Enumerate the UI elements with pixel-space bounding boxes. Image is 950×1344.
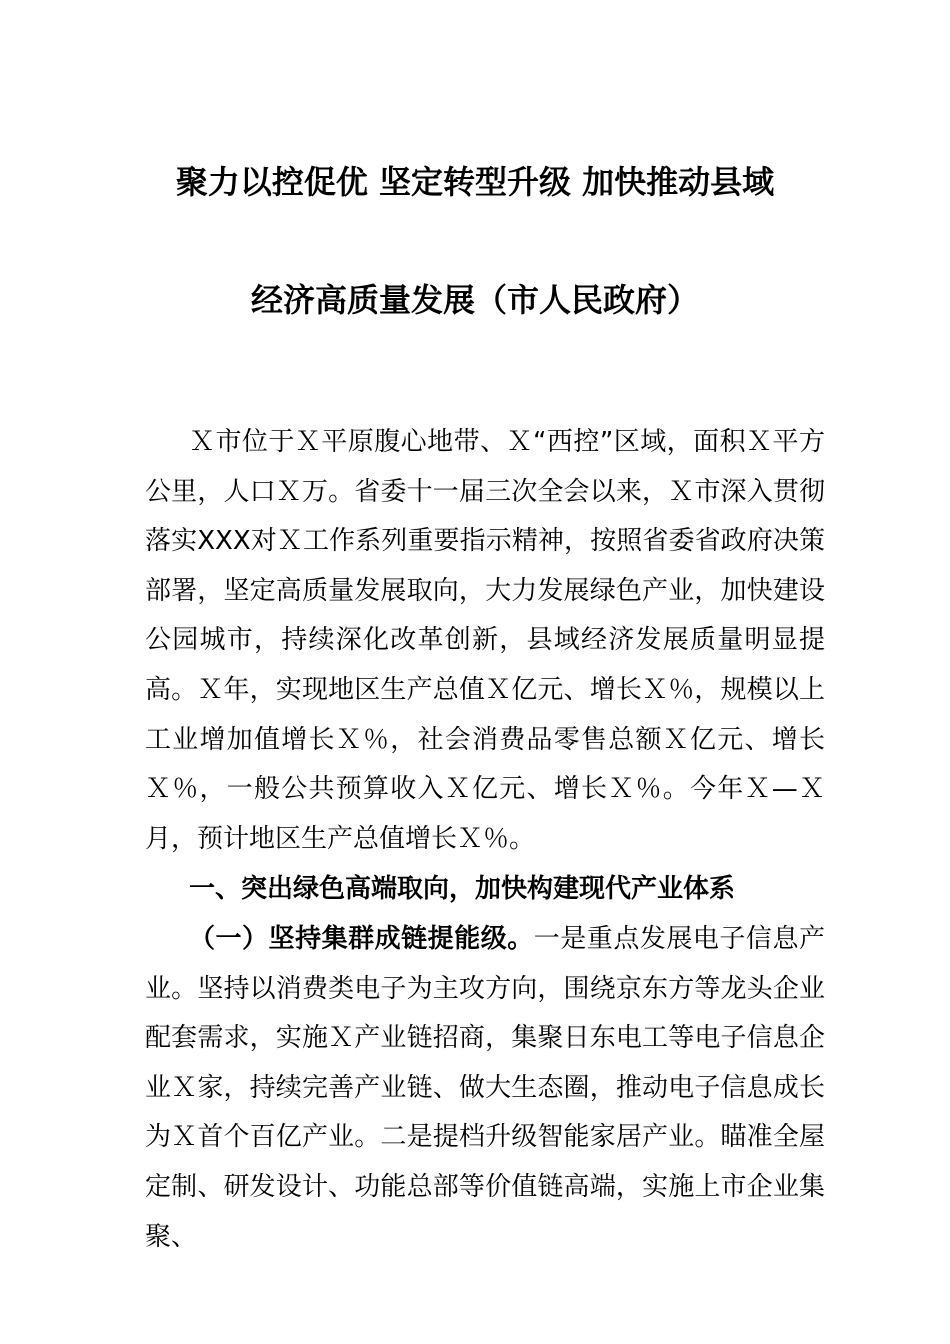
- paragraph-intro: Ｘ市位于Ｘ平原腹心地带、Ｘ“西控”区域，面积Ｘ平方公里，人口Ｘ万。省委十一届三次全会以来，Ｘ市深入贯彻落实XXX对Ｘ工作系列重要指示精神，按照省委省政府决策部署，坚定高质量发展取向，大力发展绿色产业，加快建设公园城市，持续深化改革创新，县域经济发展质量明显提高。Ｘ年，实现地区生产总值Ｘ亿元、增长Ｘ％，规模以上工业增加值增长Ｘ％，社会消费品零售总额Ｘ亿元、增长Ｘ％，一般公共预算收入Ｘ亿元、增长Ｘ％。今年Ｘ—Ｘ月，预计地区生产总值增长Ｘ％。: [145, 427, 825, 854]
- document-title-line-2: 经济高质量发展（市人民政府）: [250, 281, 699, 319]
- document-title-line-1: 聚力以控促优 坚定转型升级 加快推动县域: [175, 163, 775, 201]
- subsection-body: 一是重点发展电子信息产业。坚持以消费类电子为主攻方向，围绕京东方等龙头企业配套需求，实施Ｘ产业链招商，集聚日东电工等电子信息企业Ｘ家，持续完善产业链、做大生态圈，推动电子信息成长为Ｘ首个百亿产业。二是提档升级智能家居产业。瞄准全屋定制、研发设计、功能总部等价值链高端，实施上市企业集聚、: [145, 924, 825, 1252]
- section-heading-1: 一、突出绿色高端取向，加快构建现代产业体系: [189, 874, 736, 904]
- paragraph-subsection-1: [145, 915, 825, 1262]
- subsection-lead: （一）坚持集群成链提能级。: [189, 924, 534, 954]
